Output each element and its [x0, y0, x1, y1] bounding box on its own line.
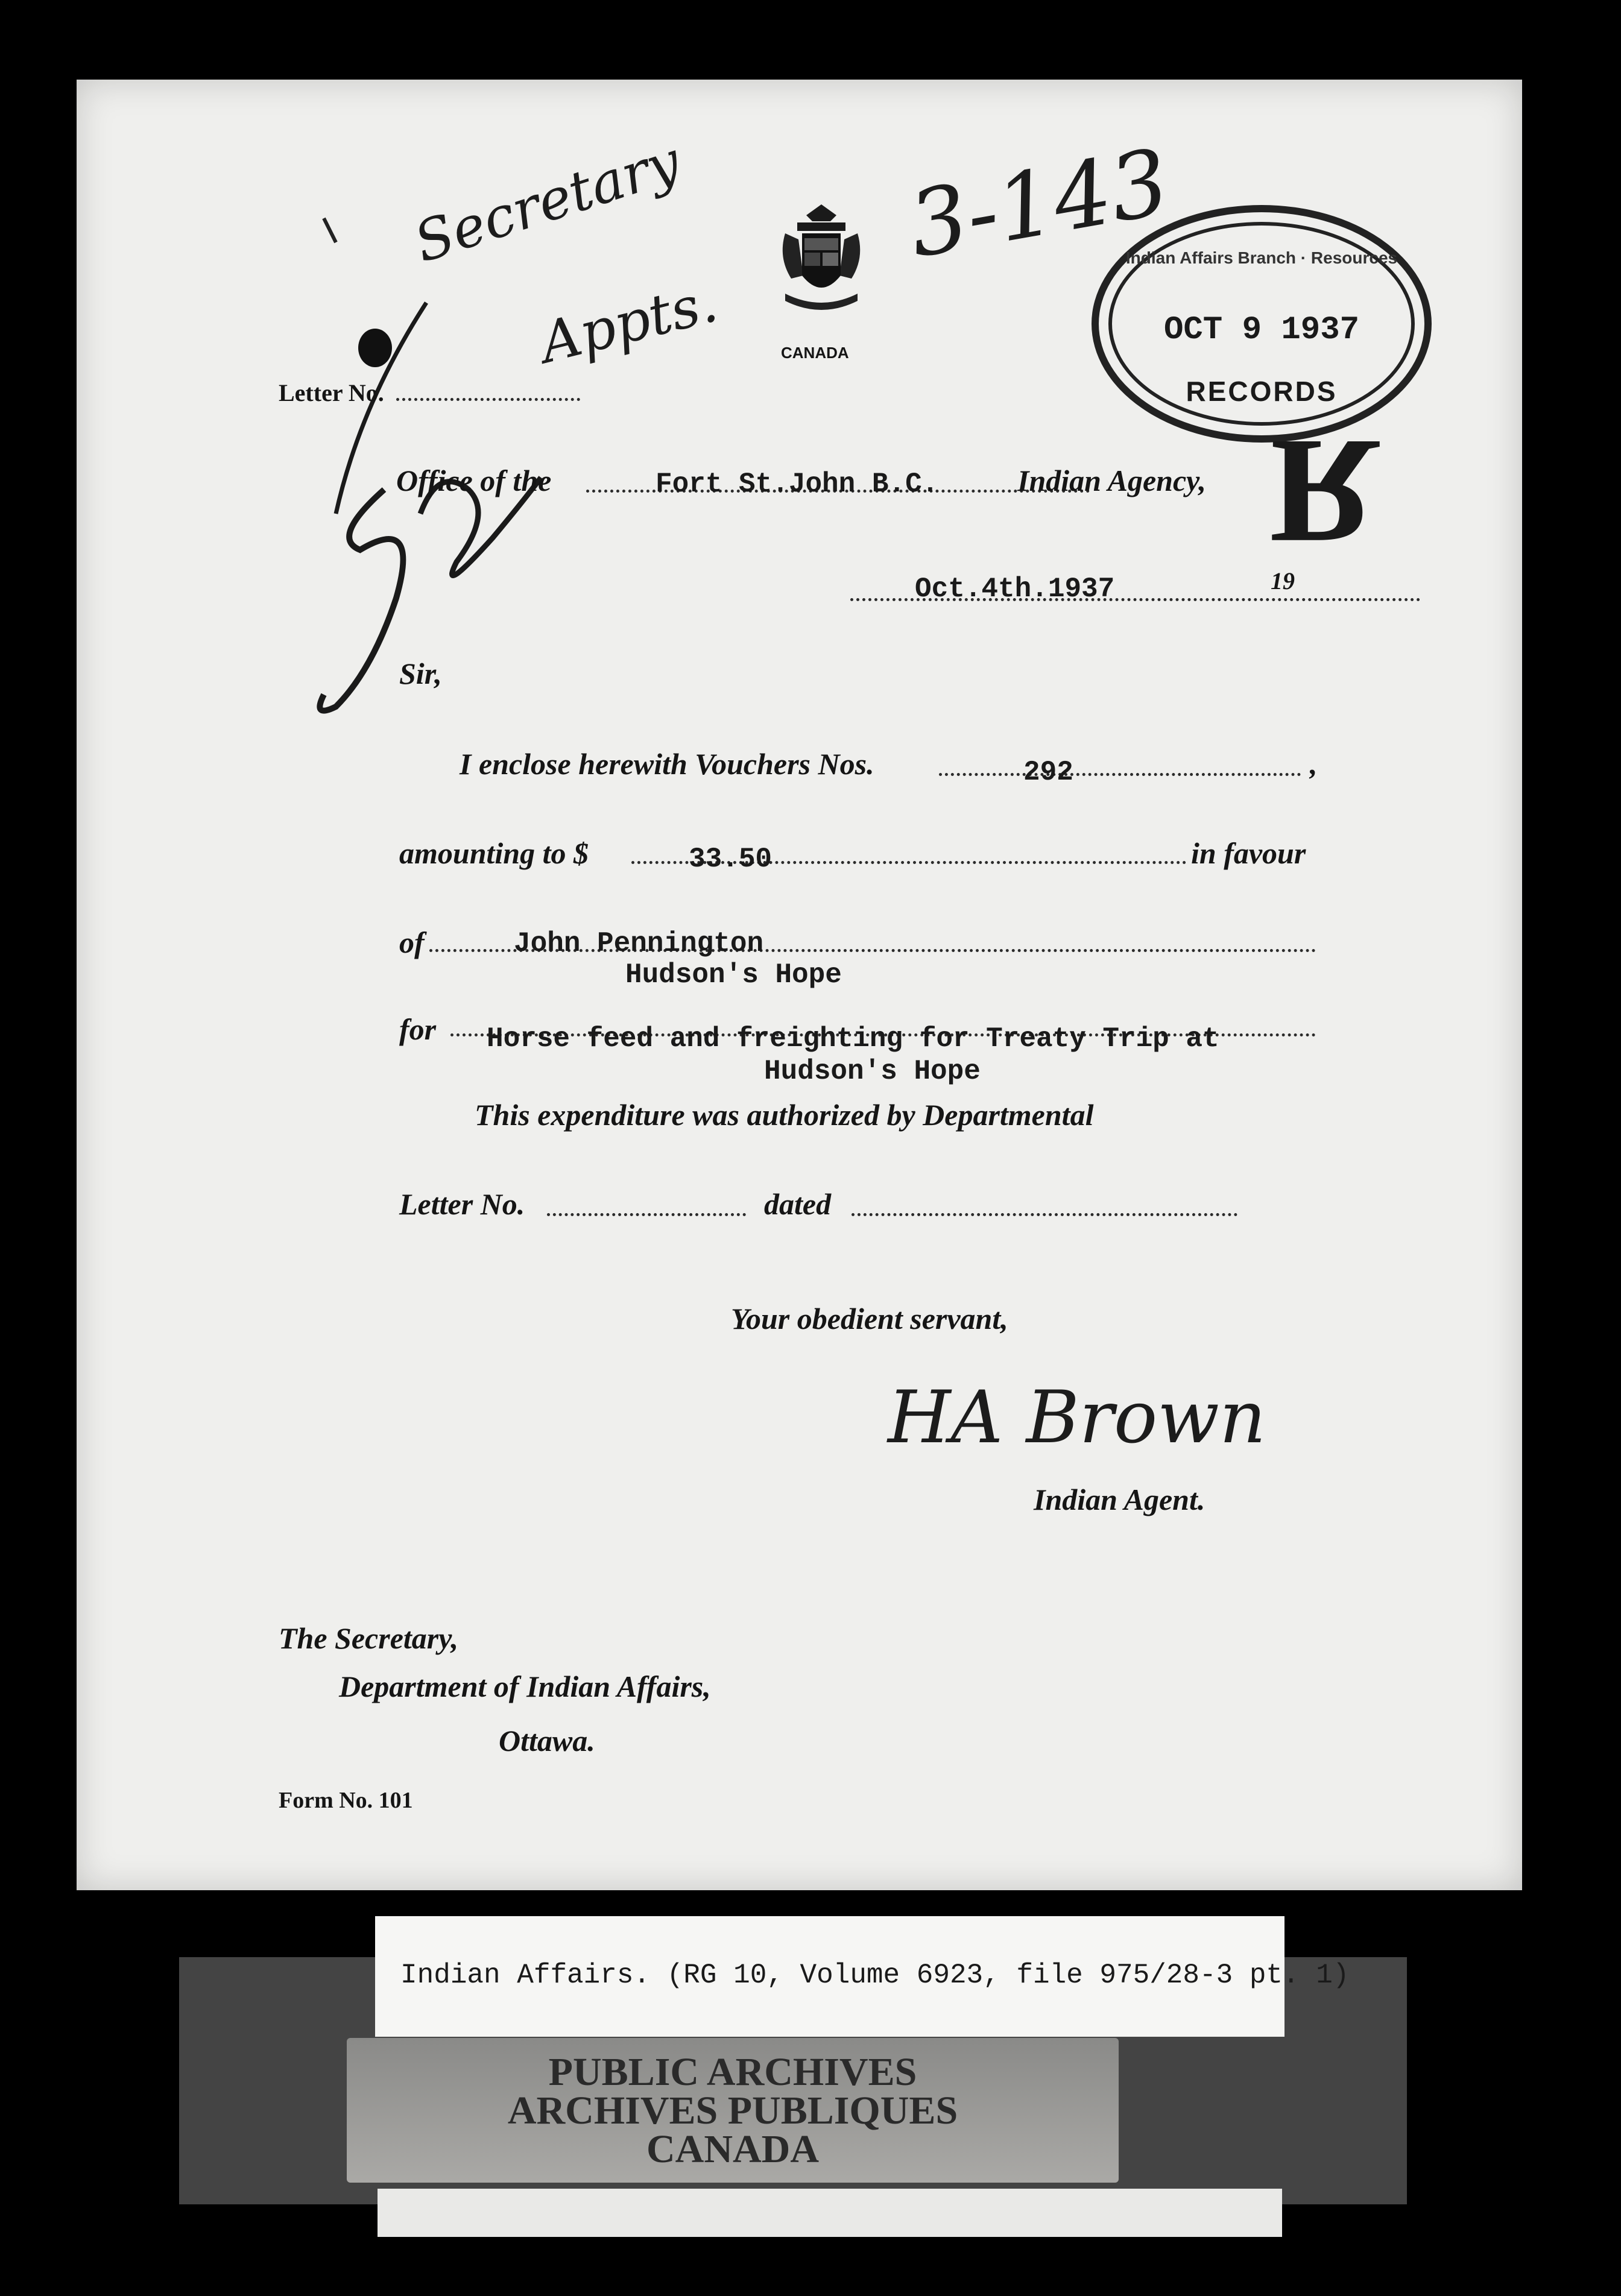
archive-stamp: [347, 2050, 1119, 2171]
date-value: Oct.4th.1937: [915, 573, 1115, 605]
handwritten-file-number: 3-143: [901, 130, 1177, 279]
voucher-comma: ,: [1310, 747, 1318, 781]
addressee-line-3: Ottawa.: [499, 1724, 595, 1758]
dated-dotted-line: [852, 1213, 1237, 1216]
payee-place: Hudson's Hope: [625, 959, 842, 991]
letter-no-label: Letter No.: [399, 1187, 525, 1221]
voucher-value: 292: [1023, 757, 1073, 788]
payee-name: John Pennington: [514, 928, 764, 959]
purpose-line-1: Horse feed and freighting for Treaty Trip at: [487, 1023, 1219, 1055]
handwritten-secretary: Secretary: [406, 128, 688, 276]
addressee-line-1: The Secretary,: [279, 1621, 459, 1655]
year-prefix: 19: [1271, 567, 1295, 594]
coat-of-arms-icon: [773, 203, 870, 336]
caption-text: Indian Affairs. (RG 10, Volume 6923, file 975/28-3 pt. 1): [400, 1960, 1350, 1991]
favour-label: in favour: [1191, 836, 1306, 870]
of-label: of: [399, 926, 425, 959]
handwritten-appts: Appts.: [534, 270, 724, 376]
amount-value: 33.50: [689, 844, 773, 875]
agent-title: Indian Agent.: [1034, 1483, 1205, 1516]
archive-label: [347, 2038, 1119, 2183]
salutation: Sir,: [399, 657, 442, 690]
office-value: Fort St.John B.C.: [656, 468, 939, 500]
office-label: Office of the: [396, 464, 552, 497]
records-stamp: [1092, 205, 1432, 443]
coat-of-arms-label: CANADA: [781, 344, 849, 362]
stamp-big-letter: R: [1269, 408, 1379, 575]
agent-signature: HA Brown: [888, 1376, 1266, 1460]
caption-strip: [375, 1916, 1350, 2037]
closing-text: Your obedient servant,: [731, 1302, 1008, 1336]
enclose-label: I enclose herewith Vouchers Nos.: [460, 747, 874, 781]
purpose-line-2: Hudson's Hope: [764, 1056, 981, 1087]
dated-label: dated: [764, 1187, 832, 1221]
stamp-top-text: Indian Affairs Branch · Resources: [1125, 248, 1398, 267]
letter-no-label-top: Letter No.: [279, 379, 384, 406]
agency-label: Indian Agency,: [1017, 464, 1206, 497]
letter-no-dotted-line-top: [396, 398, 580, 401]
stamp-label: RECORDS: [1186, 376, 1338, 407]
addressee-line-2: Department of Indian Affairs,: [339, 1670, 711, 1703]
bottom-strip: [378, 2189, 1282, 2237]
stamp-date: OCT 9 1937: [1163, 312, 1360, 348]
authorized-text: This expenditure was authorized by Departmental: [475, 1098, 1094, 1132]
archive-line-3: CANADA: [646, 2127, 819, 2171]
form-number: Form No. 101: [279, 1788, 413, 1813]
for-label: for: [399, 1012, 437, 1046]
handwritten-scribble: [239, 176, 553, 749]
amount-label: amounting to $: [399, 836, 589, 870]
archive-line-2: ARCHIVES PUBLIQUES: [507, 2089, 958, 2133]
letter-no-dotted-line: [547, 1213, 746, 1216]
voucher-dotted-line: [939, 773, 1301, 776]
archive-line-1: PUBLIC ARCHIVES: [548, 2050, 917, 2094]
